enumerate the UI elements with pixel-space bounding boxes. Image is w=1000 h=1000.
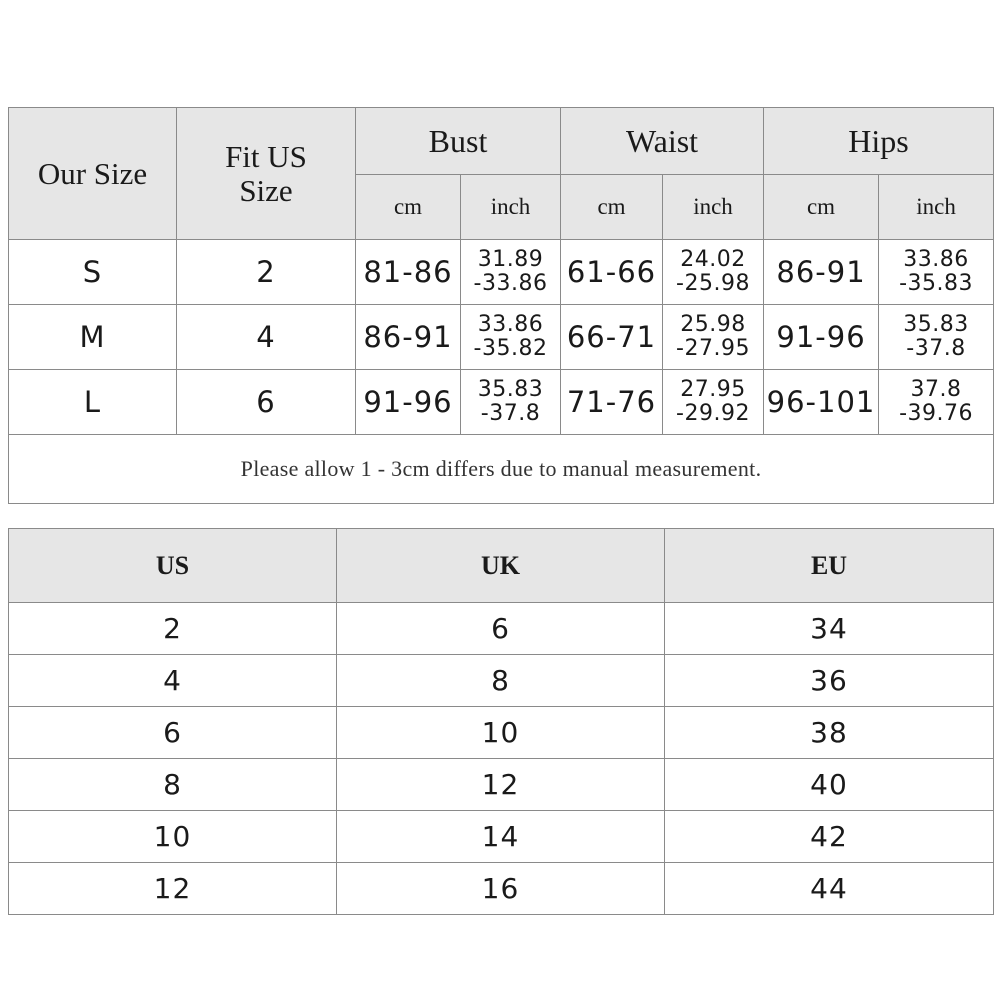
cell-hips-inch (879, 370, 994, 435)
cell-eu: 38 (665, 707, 994, 759)
header-hips-inch: inch (879, 175, 994, 240)
header-bust-cm: cm (356, 175, 461, 240)
cell-us: 4 (9, 655, 337, 707)
header-hips-cm: cm (764, 175, 879, 240)
header-eu: EU (665, 529, 994, 603)
cell-eu: 40 (665, 759, 994, 811)
size-chart-table (8, 107, 994, 504)
table-row (9, 305, 994, 370)
header-fit-us-size (177, 108, 356, 240)
table-row (9, 759, 994, 811)
cell-bust-inch-to: -35.82 (473, 336, 548, 361)
cell-eu: 44 (665, 863, 994, 915)
cell-bust-inch-from: 33.86 (477, 312, 544, 337)
cell-uk: 14 (337, 811, 665, 863)
cell-bust-inch-to: -33.86 (473, 271, 548, 296)
cell-eu: 36 (665, 655, 994, 707)
cell-waist-inch-from: 24.02 (680, 247, 746, 272)
cell-waist-cm: 66-71 (561, 305, 663, 370)
cell-bust-inch-to: -37.8 (480, 401, 541, 426)
cell-uk: 6 (337, 603, 665, 655)
cell-hips-cm: 91-96 (764, 305, 879, 370)
cell-hips-inch-to: -35.83 (899, 271, 973, 296)
header-waist-inch: inch (663, 175, 764, 240)
cell-waist-inch (663, 240, 764, 305)
header-waist: Waist (561, 108, 764, 175)
measurement-note: Please allow 1 - 3cm differs due to manual measurement. (9, 435, 994, 504)
cell-uk: 16 (337, 863, 665, 915)
cell-us: 2 (9, 603, 337, 655)
cell-hips-inch (879, 305, 994, 370)
header-our-size: Our Size (9, 108, 177, 240)
cell-waist-inch-to: -25.98 (676, 271, 750, 296)
cell-hips-inch (879, 240, 994, 305)
table-row (9, 603, 994, 655)
cell-us: 12 (9, 863, 337, 915)
cell-waist-inch-to: -27.95 (676, 336, 750, 361)
cell-hips-inch-to: -39.76 (899, 401, 973, 426)
cell-hips-inch-from: 33.86 (903, 247, 969, 272)
cell-bust-cm: 86-91 (356, 305, 461, 370)
header-fit-us-size-text: Fit US Size (225, 138, 307, 208)
header-bust-inch: inch (461, 175, 561, 240)
table-row (9, 707, 994, 759)
cell-uk: 8 (337, 655, 665, 707)
cell-hips-inch-from: 37.8 (910, 377, 962, 402)
header-waist-cm: cm (561, 175, 663, 240)
cell-us: 6 (9, 707, 337, 759)
table-row (9, 370, 994, 435)
cell-hips-inch-from: 35.83 (903, 312, 969, 337)
cell-uk: 12 (337, 759, 665, 811)
cell-bust-inch (461, 240, 561, 305)
cell-us: 8 (9, 759, 337, 811)
cell-bust-cm: 91-96 (356, 370, 461, 435)
cell-eu: 42 (665, 811, 994, 863)
cell-eu: 34 (665, 603, 994, 655)
cell-size: M (9, 305, 177, 370)
table-row (9, 240, 994, 305)
cell-fit-us: 4 (177, 305, 356, 370)
cell-bust-inch-from: 35.83 (477, 377, 544, 402)
cell-us: 10 (9, 811, 337, 863)
cell-waist-cm: 71-76 (561, 370, 663, 435)
cell-waist-cm: 61-66 (561, 240, 663, 305)
size-conversion-table (8, 528, 994, 915)
cell-size: S (9, 240, 177, 305)
cell-bust-inch (461, 370, 561, 435)
cell-fit-us: 6 (177, 370, 356, 435)
cell-fit-us: 2 (177, 240, 356, 305)
table-row (9, 655, 994, 707)
cell-waist-inch-from: 25.98 (680, 312, 746, 337)
table-row (9, 811, 994, 863)
header-bust: Bust (356, 108, 561, 175)
cell-bust-cm: 81-86 (356, 240, 461, 305)
header-uk: UK (337, 529, 665, 603)
cell-waist-inch-from: 27.95 (680, 377, 746, 402)
cell-hips-cm: 86-91 (764, 240, 879, 305)
cell-waist-inch-to: -29.92 (676, 401, 750, 426)
table-row (9, 863, 994, 915)
cell-bust-inch-from: 31.89 (477, 247, 544, 272)
cell-bust-inch (461, 305, 561, 370)
header-hips: Hips (764, 108, 994, 175)
cell-waist-inch (663, 305, 764, 370)
header-us: US (9, 529, 337, 603)
cell-waist-inch (663, 370, 764, 435)
cell-hips-inch-to: -37.8 (906, 336, 966, 361)
cell-size: L (9, 370, 177, 435)
cell-hips-cm: 96-101 (764, 370, 879, 435)
cell-uk: 10 (337, 707, 665, 759)
